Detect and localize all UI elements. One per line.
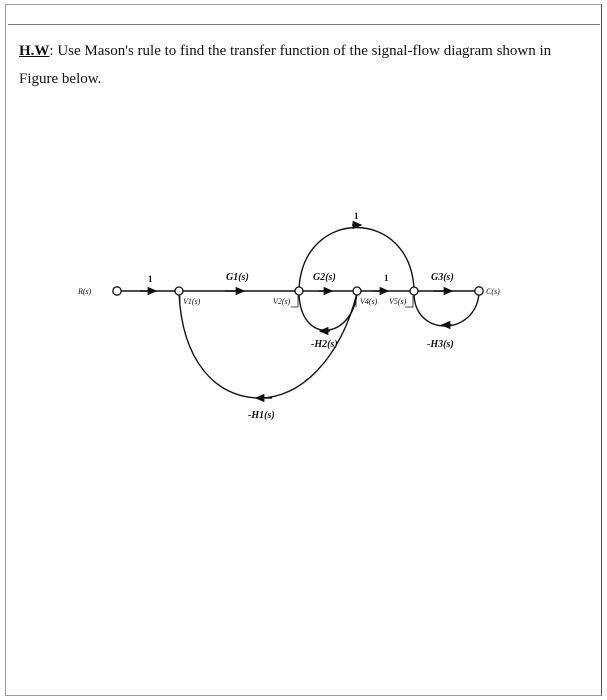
gain-r-v1: 1 [148,274,153,284]
question-body: : Use Mason's rule to find the transfer function of the signal-flow diagram shown in Figure below. [19,43,552,87]
gain-h1: -H1(s) [248,410,275,421]
hw-label: H.W [19,43,50,59]
node-v2 [295,287,303,295]
gain-h3: -H3(s) [427,339,454,350]
node-v4-label: V4(s) [360,297,378,306]
h2-loop-arc [299,293,357,330]
node-v5 [410,287,418,295]
h3-loop-arc [414,293,479,326]
gain-g2: G2(s) [313,272,336,283]
node-r [113,287,121,295]
input-label: R(s) [78,287,92,296]
node-v1-label: V1(s) [183,297,201,306]
node-v5-label: V5(s) [389,297,407,306]
gain-h2: -H2(s) [311,339,338,350]
gain-g3: G3(s) [431,272,454,283]
output-label: C(s) [486,287,500,296]
node-v1 [175,287,183,295]
gain-g1: G1(s) [226,272,249,283]
node-v2-label: V2(s) [273,297,291,306]
node-c [475,287,483,295]
node-v4 [353,287,361,295]
gain-mid: 1 [384,273,389,283]
gain-top-loop: 1 [354,211,359,221]
